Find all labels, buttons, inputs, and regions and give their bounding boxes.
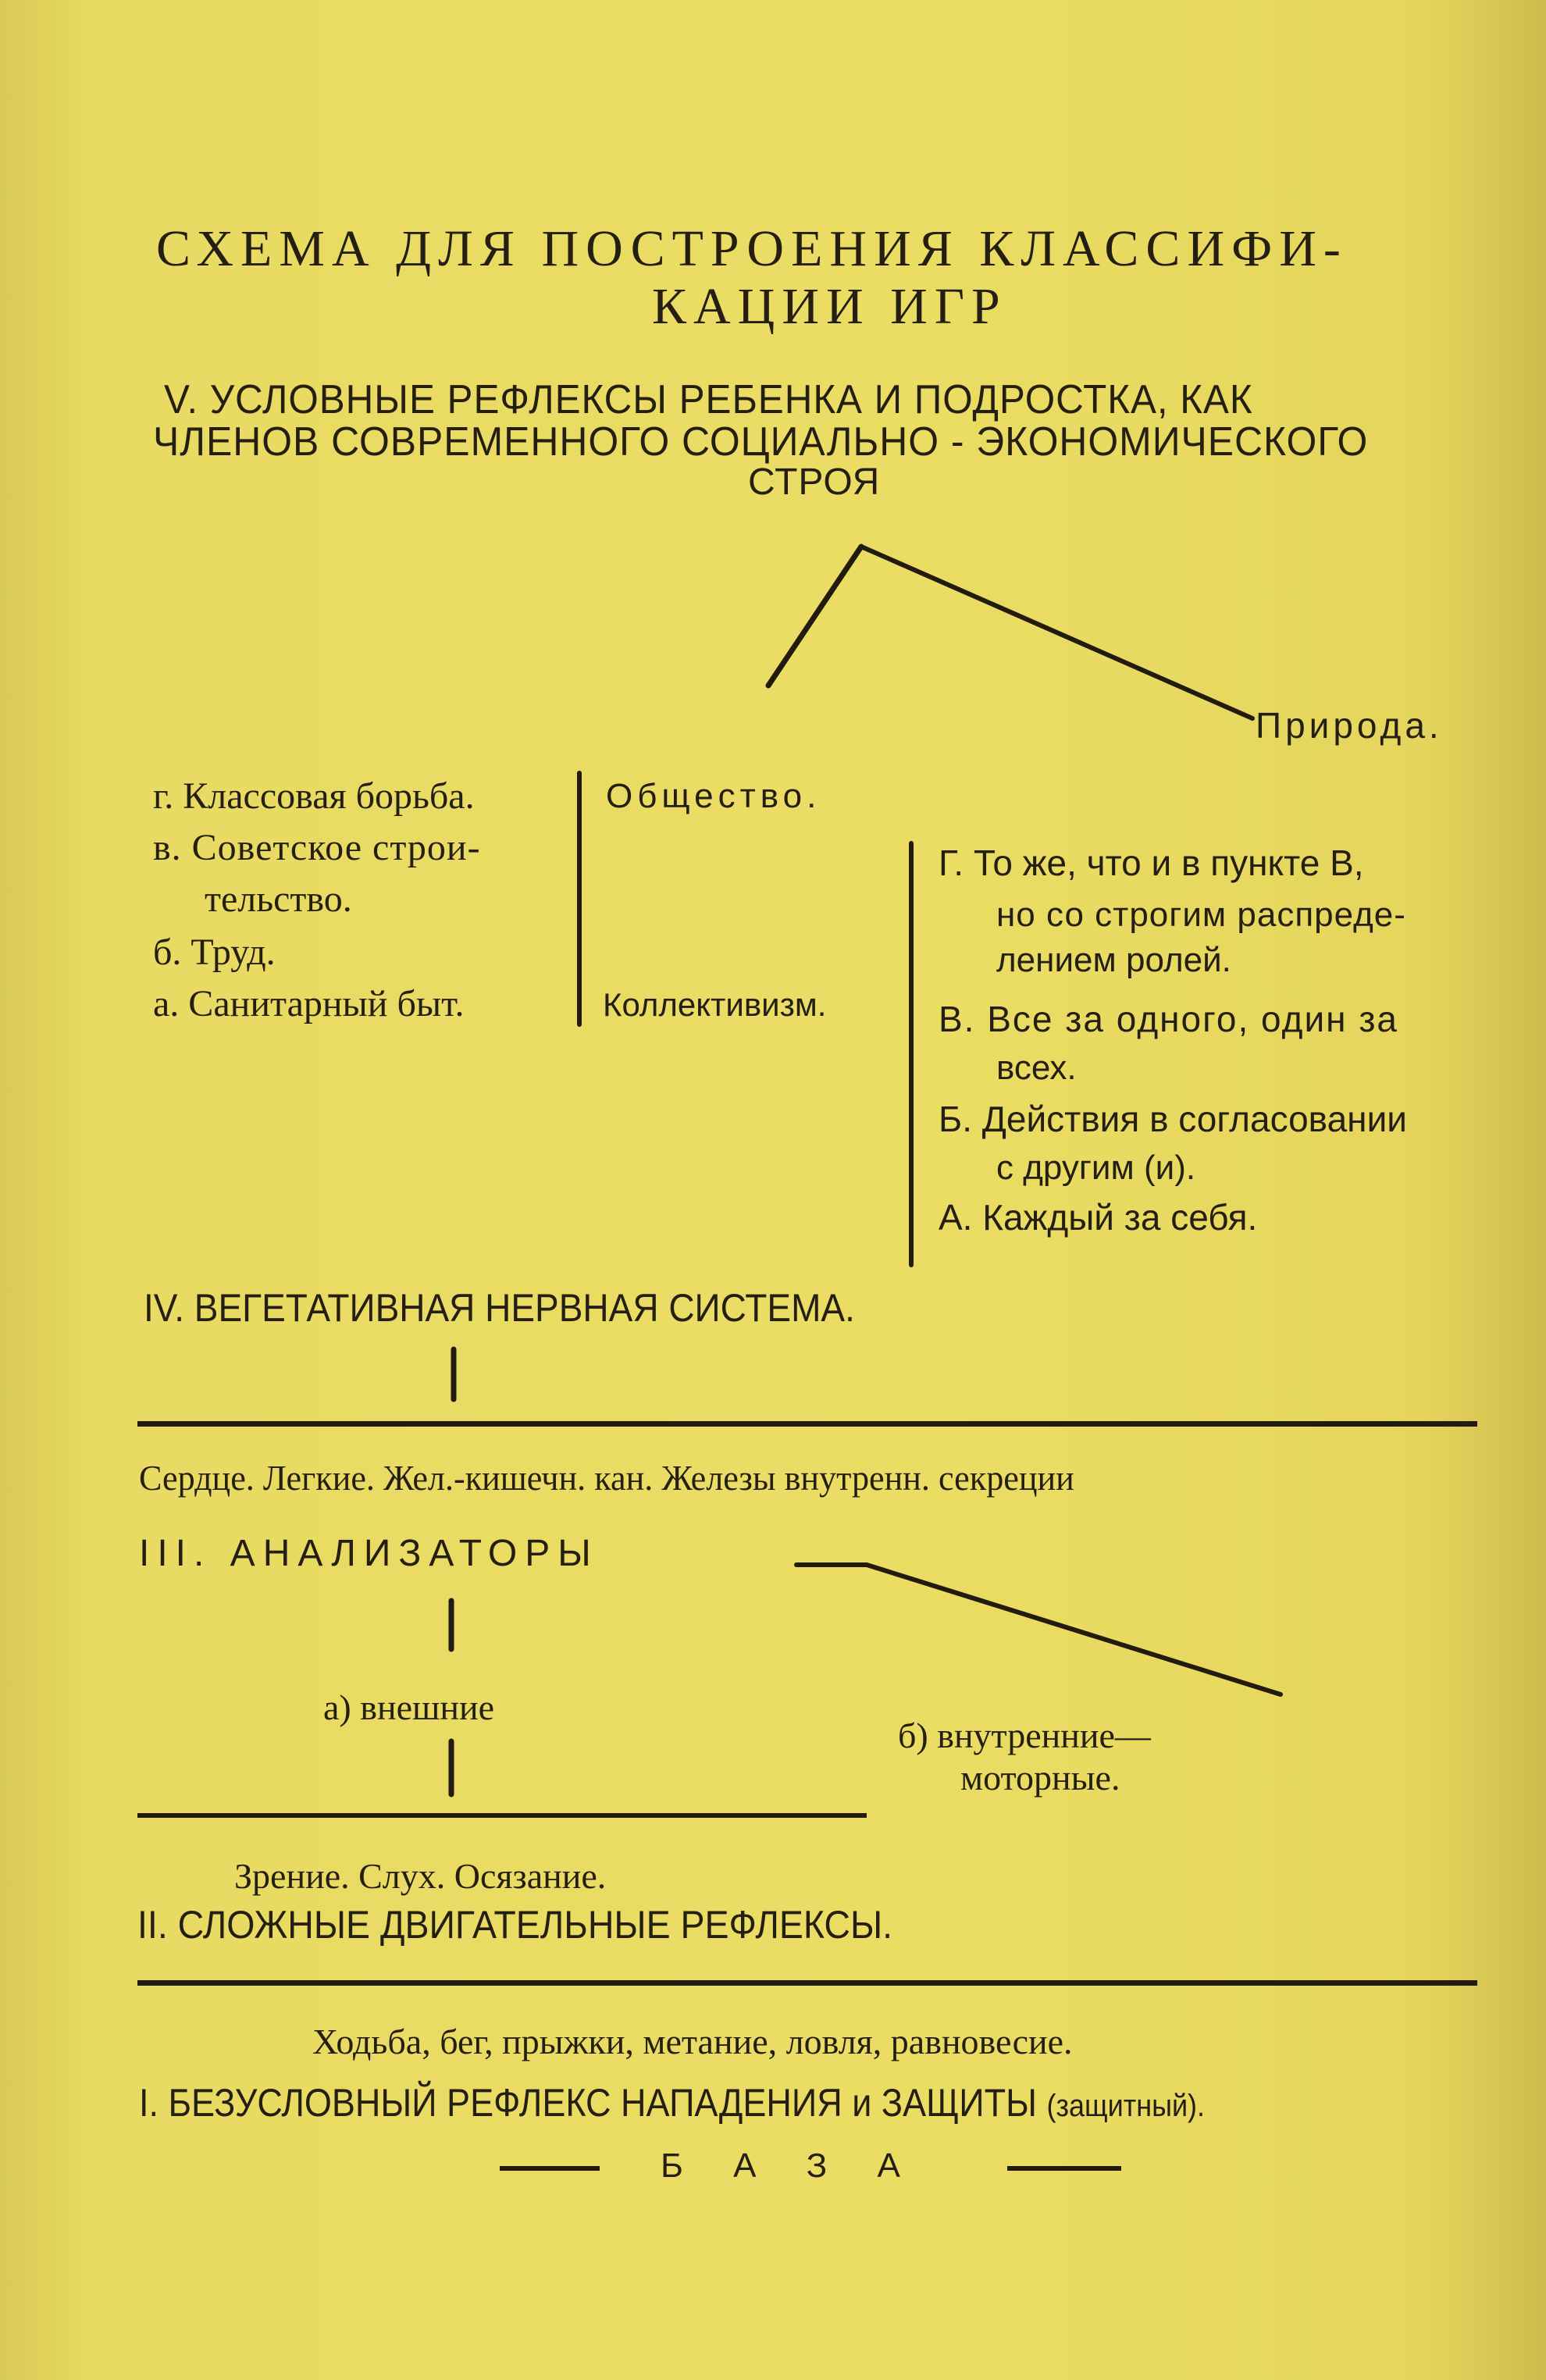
level2-movements: Ходьба, бег, прыжки, метание, ловля, равновесие. <box>312 2022 1073 2061</box>
left-item-soviet-building: в. Советское строи- <box>153 827 481 868</box>
level2-heading: II. СЛОЖНЫЕ ДВИГАТЕЛЬНЫЕ РЕФЛЕКСЫ. <box>137 1903 893 1947</box>
analyzers-line-diagonal <box>867 1565 1281 1694</box>
nature-label: Природа. <box>1256 705 1443 746</box>
collectivism-label: Коллективизм. <box>603 986 827 1023</box>
right-item-g-cont1: но со строгим распреде- <box>996 896 1406 934</box>
schema-title-line1: СХЕМА ДЛЯ ПОСТРОЕНИЯ КЛАССИФИ- <box>156 220 1348 277</box>
society-label: Общество. <box>606 777 821 815</box>
right-item-v: В. Все за одного, один за <box>939 999 1399 1039</box>
external-senses: Зрение. Слух. Осязание. <box>234 1856 607 1896</box>
right-item-g-cont2: лением ролей. <box>996 941 1231 979</box>
schema-title-line2: КАЦИИ ИГР <box>652 278 1007 335</box>
level4-organs: Сердце. Легкие. Жел.-кишечн. кан. Железы внутренн. секреции <box>139 1458 1074 1498</box>
level4-heading: IV. ВЕГЕТАТИВНАЯ НЕРВНАЯ СИСТЕМА. <box>144 1286 855 1330</box>
level1-heading-main: I. БЕЗУСЛОВНЫЙ РЕФЛЕКС НАПАДЕНИЯ и ЗАЩИТЫ <box>139 2081 1037 2125</box>
internal-analyzers-line2: моторные. <box>960 1758 1120 1797</box>
right-item-v-cont: всех. <box>996 1049 1077 1087</box>
left-item-sanitary: а. Санитарный быт. <box>153 983 465 1024</box>
left-item-class-struggle: г. Классовая борьба. <box>153 775 475 817</box>
branch-line-nature <box>861 547 1252 718</box>
level5-heading-line1: V. УСЛОВНЫЕ РЕФЛЕКСЫ РЕБЕНКА И ПОДРОСТКА, КАК <box>164 377 1253 422</box>
level1-heading-note: (защитный). <box>1046 2089 1206 2123</box>
level5-heading-line2: ЧЛЕНОВ СОВРЕМЕННОГО СОЦИАЛЬНО - ЭКОНОМИЧЕСКОГО <box>153 419 1369 465</box>
right-item-b: Б. Действия в согласовании <box>939 1099 1407 1139</box>
branch-line-society <box>768 547 861 686</box>
left-item-labor: б. Труд. <box>153 932 276 973</box>
right-item-b-cont: с другим (и). <box>996 1149 1196 1187</box>
external-analyzers: а) внешние <box>323 1687 495 1727</box>
right-item-g: Г. То же, что и в пункте В, <box>939 843 1364 883</box>
internal-analyzers-line1: б) внутренние— <box>898 1716 1151 1755</box>
level3-heading: III. АНАЛИЗАТОРЫ <box>139 1533 599 1574</box>
right-item-a: А. Каждый за себя. <box>939 1197 1258 1238</box>
base-label: Б А З А <box>661 2147 921 2185</box>
left-item-soviet-building-cont: тельство. <box>205 878 352 920</box>
level5-heading-line3: СТРОЯ <box>748 461 881 503</box>
